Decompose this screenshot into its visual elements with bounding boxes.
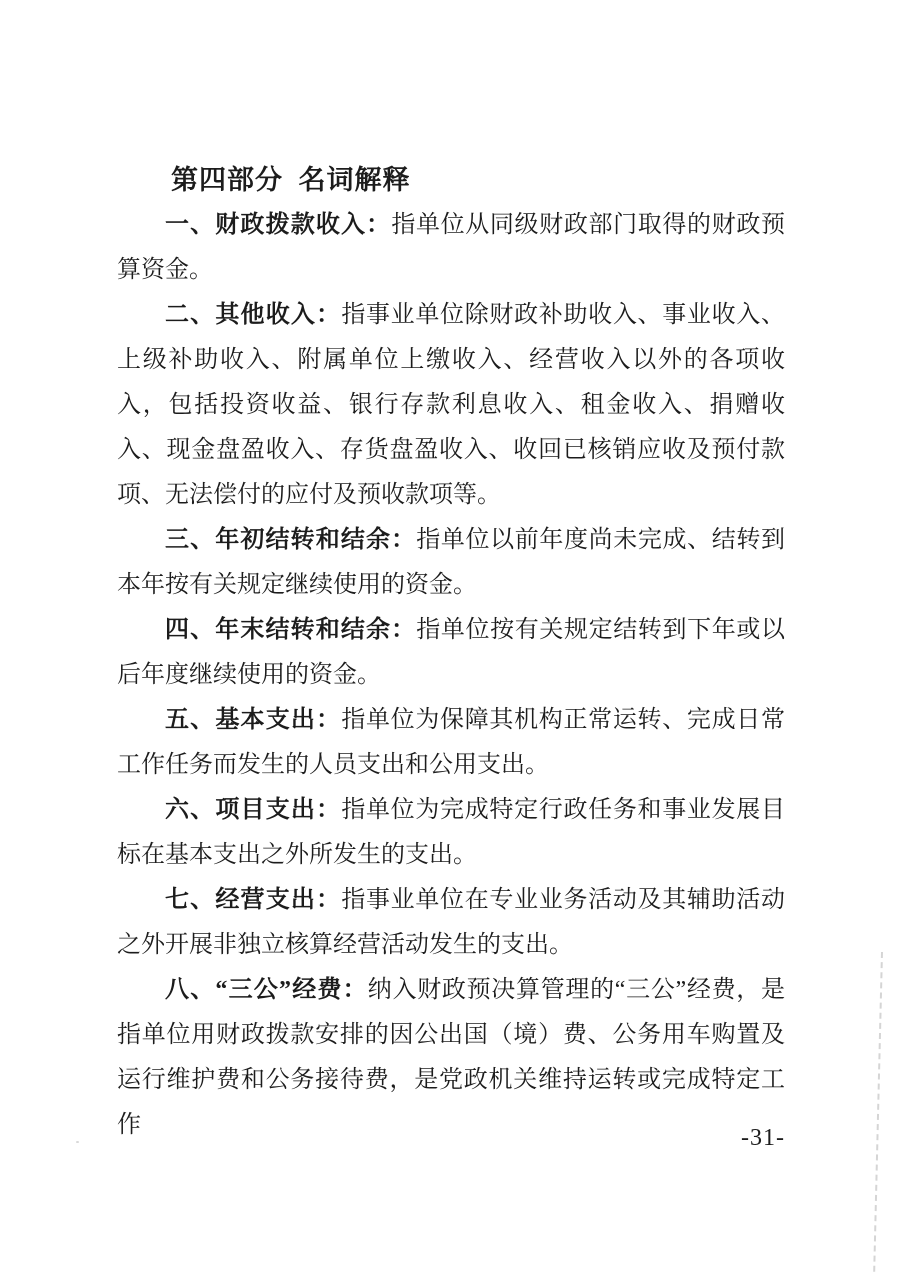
term-label: 三、年初结转和结余： [165, 527, 417, 553]
term-definition: 指单位以前年度尚未完成、结转到本年按有关规定继续使用的资金。 [117, 527, 785, 598]
scan-speck-artifact [76, 1141, 79, 1143]
section-heading: 第四部分 名词解释 [171, 165, 411, 195]
term-definition: 指单位从同级财政部门取得的财政预算资金。 [117, 212, 785, 283]
page-number: -31- [741, 1125, 785, 1151]
term-label: 二、其他收入： [165, 302, 342, 328]
definition-paragraph-5 [117, 698, 785, 788]
definition-paragraph-8 [117, 968, 785, 1148]
term-definition: 指单位为保障其机构正常运转、完成日常工作任务而发生的人员支出和公用支出。 [117, 707, 785, 778]
definition-paragraph-3 [117, 518, 785, 608]
term-definition: 纳入财政预决算管理的“三公”经费，是指单位用财政拨款安排的因公出国（境）费、公务用车购置及运行维护费和公务接待费，是党政机关维持运转或完成特定工作 [117, 977, 785, 1138]
term-definition: 指单位按有关规定结转到下年或以后年度继续使用的资金。 [117, 617, 785, 688]
term-label: 五、基本支出： [165, 707, 342, 733]
term-definition: 指事业单位在专业业务活动及其辅助活动之外开展非独立核算经营活动发生的支出。 [117, 887, 785, 958]
definition-paragraph-6 [117, 788, 785, 878]
term-definition: 指事业单位除财政补助收入、事业收入、上级补助收入、附属单位上缴收入、经营收入以外的各项收入，包括投资收益、银行存款利息收入、租金收入、捐赠收入、现金盘盈收入、存货盘盈收入、收回已核销应收及预付款项、无法偿付的应付及预收款项等。 [117, 302, 785, 508]
definition-paragraph-4 [117, 608, 785, 698]
document-body [117, 158, 785, 1148]
term-definition: 指单位为完成特定行政任务和事业发展目标在基本支出之外所发生的支出。 [117, 797, 785, 868]
definition-paragraph-2 [117, 293, 785, 518]
term-label: 六、项目支出： [165, 797, 342, 823]
scan-edge-artifact [873, 952, 883, 1274]
term-label: 一、财政拨款收入： [165, 212, 392, 238]
definition-paragraph-1 [117, 203, 785, 293]
term-label: 七、经营支出： [165, 887, 342, 913]
term-label: 八、“三公”经费： [165, 977, 368, 1003]
definition-paragraph-7 [117, 878, 785, 968]
term-label: 四、年末结转和结余： [165, 617, 417, 643]
